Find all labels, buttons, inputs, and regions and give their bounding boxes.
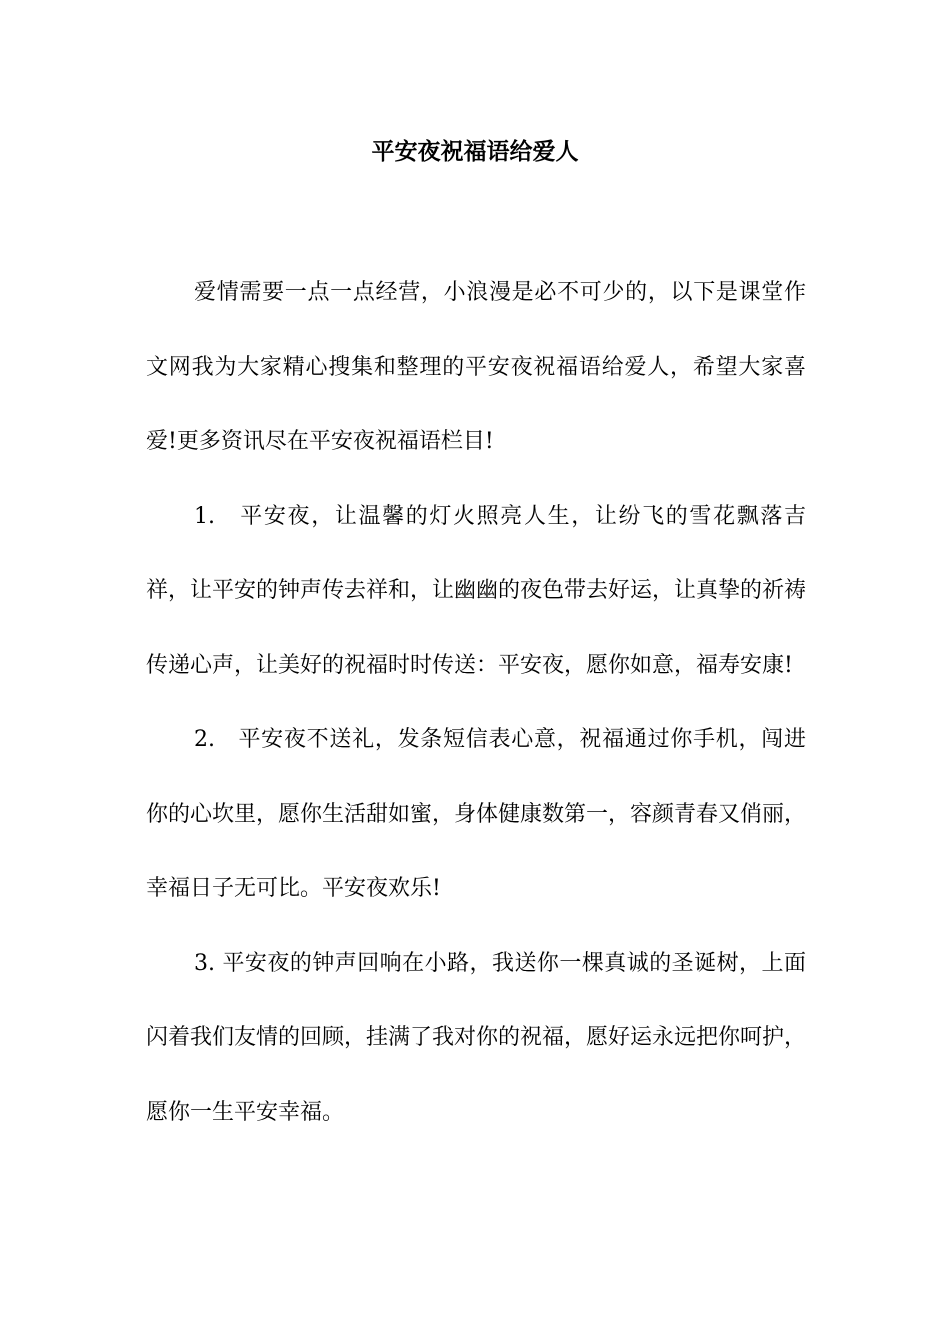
document-title: 平安夜祝福语给爱人 (371, 138, 579, 165)
paragraph-item-2: 2. 平安夜不送礼，发条短信表心意，祝福通过你手机，闯进你的心坎里，愿你生活甜如蜜，身体健康数第一，容颜青春又俏丽，幸福日子无可比。平安夜欢乐! (146, 727, 807, 901)
paragraph-intro: 爱情需要一点一点经营，小浪漫是必不可少的，以下是课堂作文网我为大家精心搜集和整理的平安夜祝福语给爱人，希望大家喜爱!更多资讯尽在平安夜祝福语栏目! (146, 280, 806, 454)
paragraph-item-3: 3. 平安夜的钟声回响在小路，我送你一棵真诚的圣诞树，上面闪着我们友情的回顾，挂满了我对你的祝福，愿好运永远把你呵护，愿你一生平安幸福。 (146, 950, 807, 1125)
paragraph-item-1: 1. 平安夜，让温馨的灯火照亮人生，让纷飞的雪花飘落吉祥，让平安的钟声传去祥和，让幽幽的夜色带去好运，让真挚的祈祷传递心声，让美好的祝福时时传送：平安夜，愿你如意，福寿安康! (146, 503, 807, 678)
document-body (146, 256, 806, 1150)
